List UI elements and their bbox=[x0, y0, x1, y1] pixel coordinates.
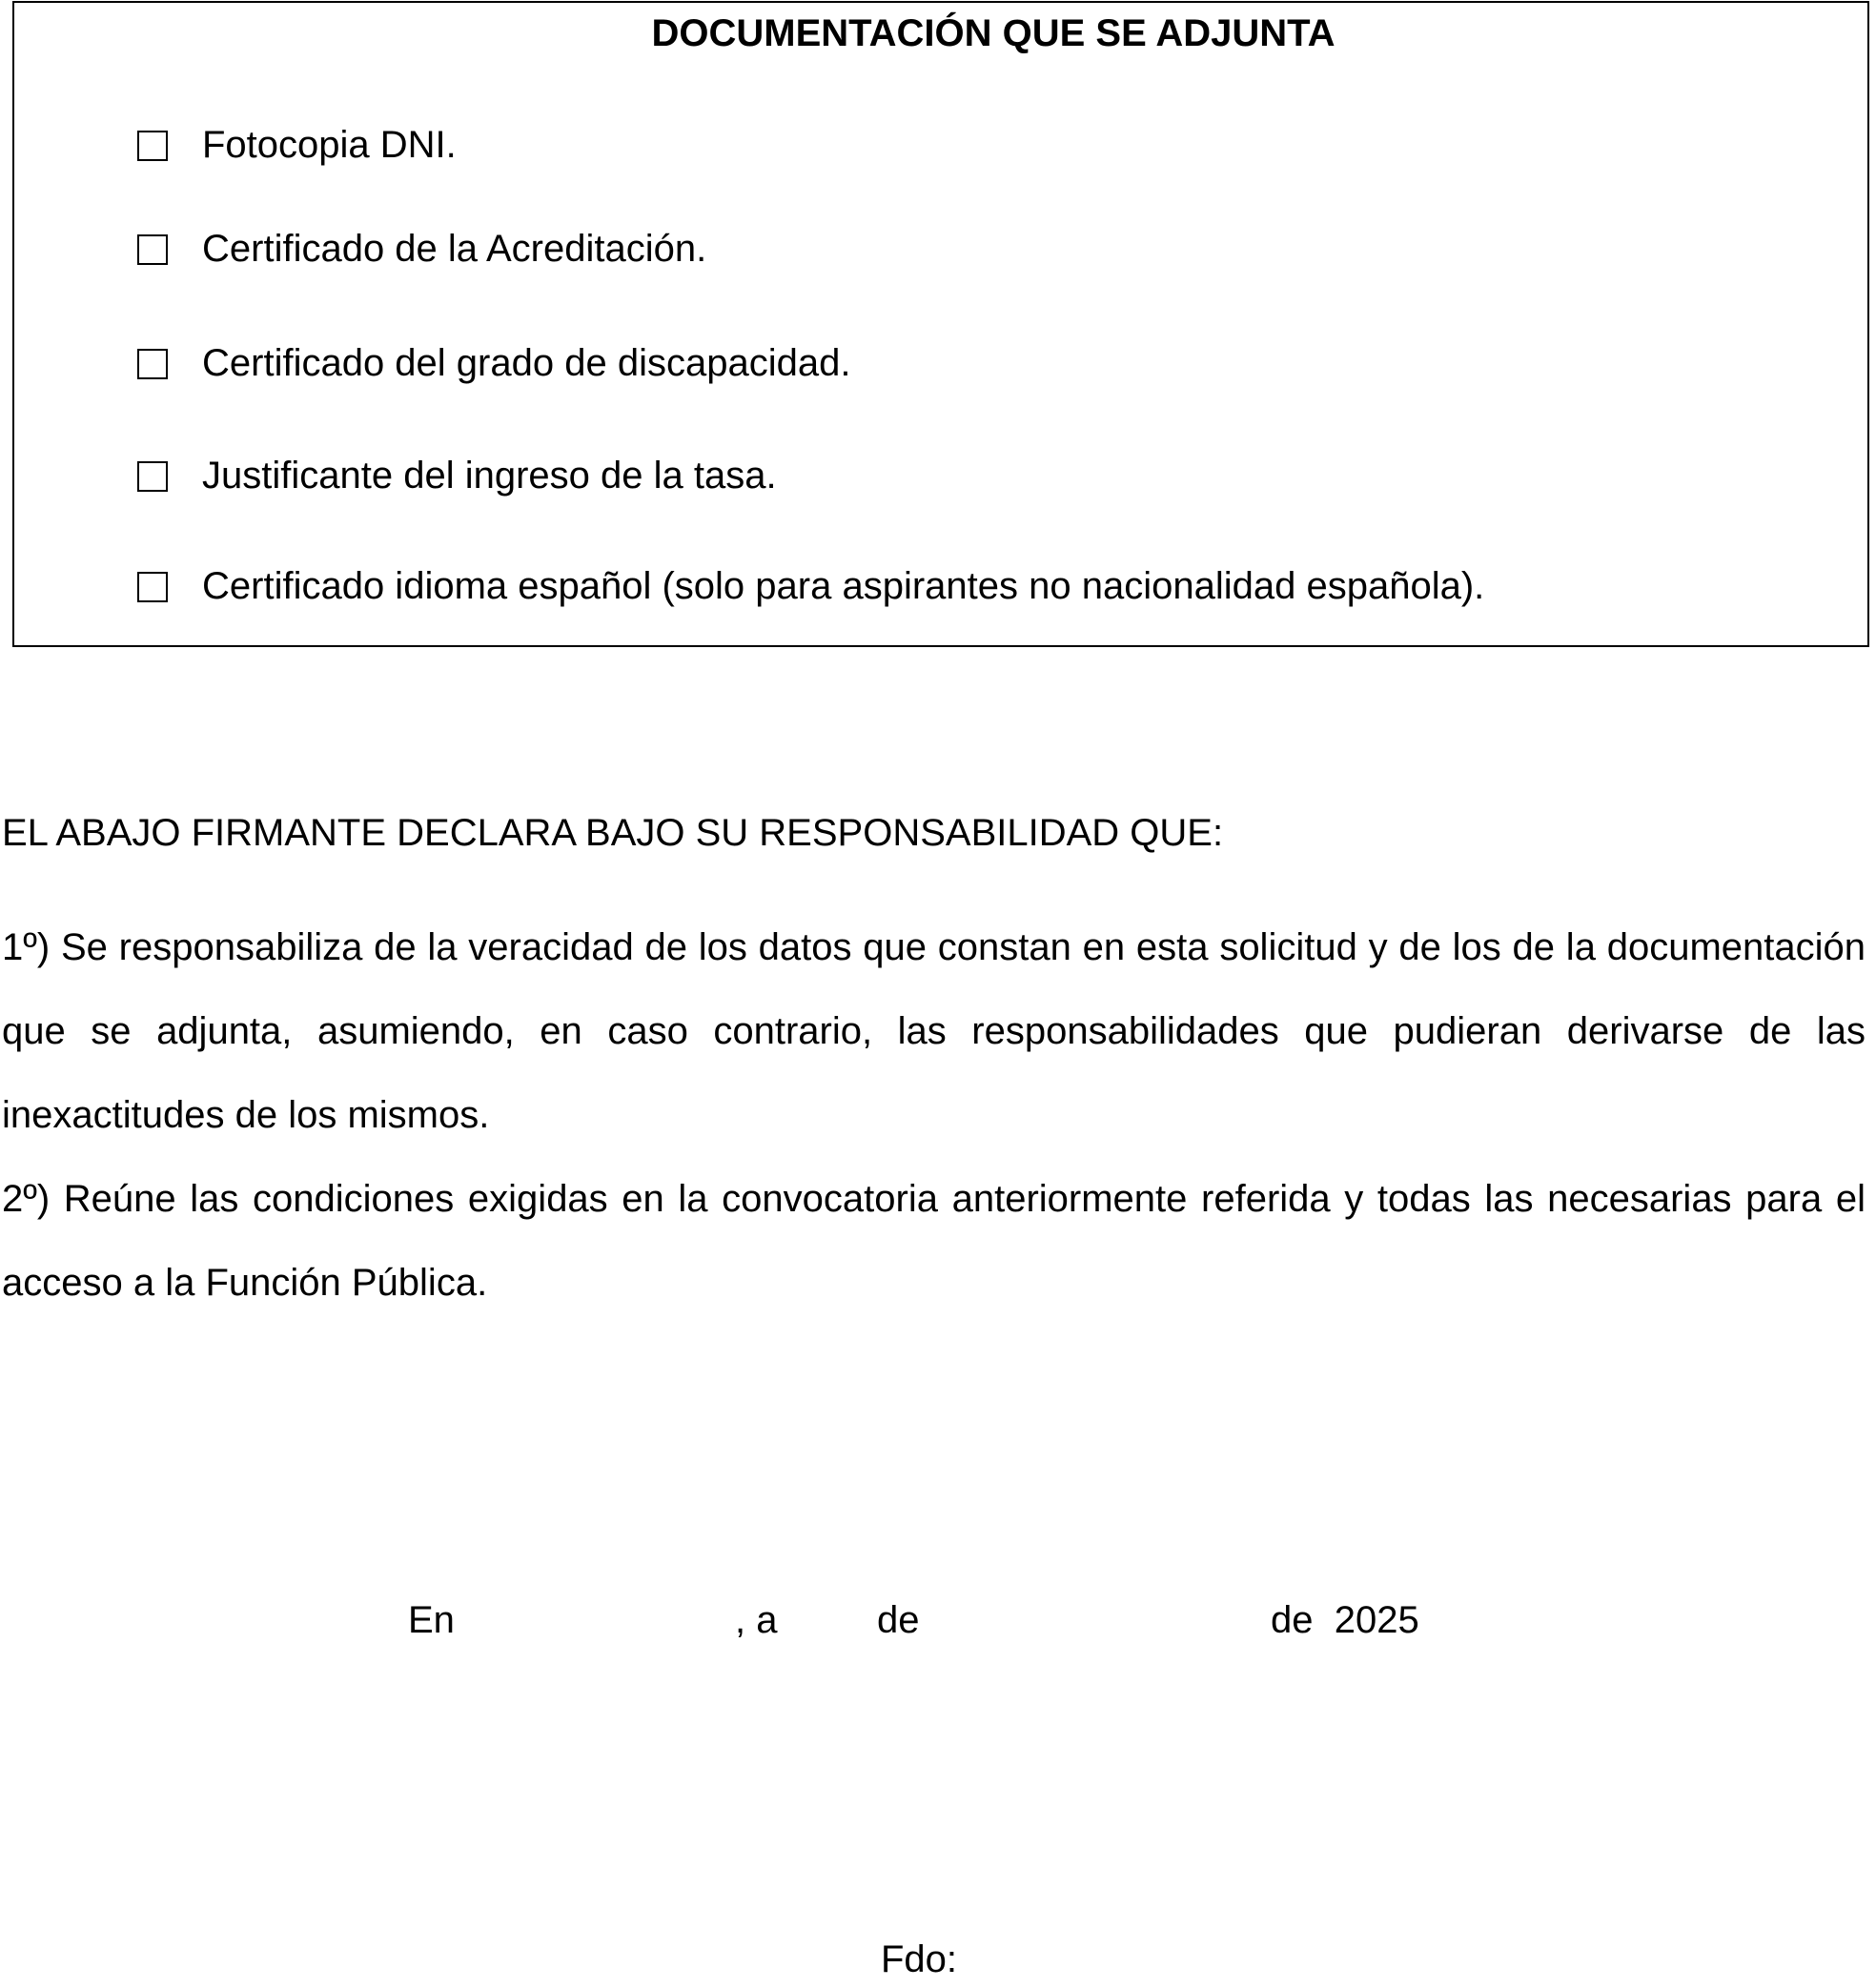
checklist-label: Certificado del grado de discapacidad. bbox=[202, 342, 851, 384]
signature-label: Fdo: bbox=[881, 1938, 958, 1980]
checklist-item-idioma[interactable] bbox=[137, 565, 1484, 608]
checkbox-icon[interactable] bbox=[137, 234, 168, 265]
declaration-heading: EL ABAJO FIRMANTE DECLARA BAJO SU RESPONSABILIDAD QUE: bbox=[2, 812, 1224, 854]
year-label: de 2025 bbox=[1271, 1599, 1419, 1641]
checklist-label: Certificado de la Acreditación. bbox=[202, 228, 707, 270]
checklist-label: Certificado idioma español (solo para aspirantes no nacionalidad española). bbox=[202, 565, 1485, 607]
checkbox-icon[interactable] bbox=[137, 572, 168, 602]
checklist-item-tasa[interactable] bbox=[137, 455, 777, 497]
declaration-point-2: 2º) Reúne las condiciones exigidas en la convocatoria anteriormente referida y todas las necesarias para el acceso a la Función Pública. bbox=[2, 1178, 1866, 1304]
declaration-body bbox=[2, 905, 1866, 1325]
checklist-item-acreditacion[interactable] bbox=[137, 228, 706, 271]
month-label: de bbox=[877, 1599, 920, 1641]
checkbox-icon[interactable] bbox=[137, 349, 168, 379]
place-label: En bbox=[408, 1599, 455, 1641]
declaration-point-1: 1º) Se responsabiliza de la veracidad de los datos que constan en esta solicitud y de los de la documentación que se adjunta, asumiendo, en caso contrario, las responsabilidades que pudieran derivarse de las inexactitudes de los mismos. bbox=[2, 926, 1866, 1136]
checkbox-icon[interactable] bbox=[137, 131, 168, 161]
checklist-label: Justificante del ingreso de la tasa. bbox=[202, 455, 777, 497]
checklist-item-discapacidad[interactable] bbox=[137, 342, 850, 385]
attached-documents-box bbox=[12, 1, 1869, 647]
checkbox-icon[interactable] bbox=[137, 461, 168, 492]
section-title: DOCUMENTACIÓN QUE SE ADJUNTA bbox=[651, 12, 1336, 54]
day-label: , a bbox=[735, 1599, 778, 1641]
checklist-label: Fotocopia DNI. bbox=[202, 124, 457, 166]
checklist-item-dni[interactable] bbox=[137, 124, 457, 167]
